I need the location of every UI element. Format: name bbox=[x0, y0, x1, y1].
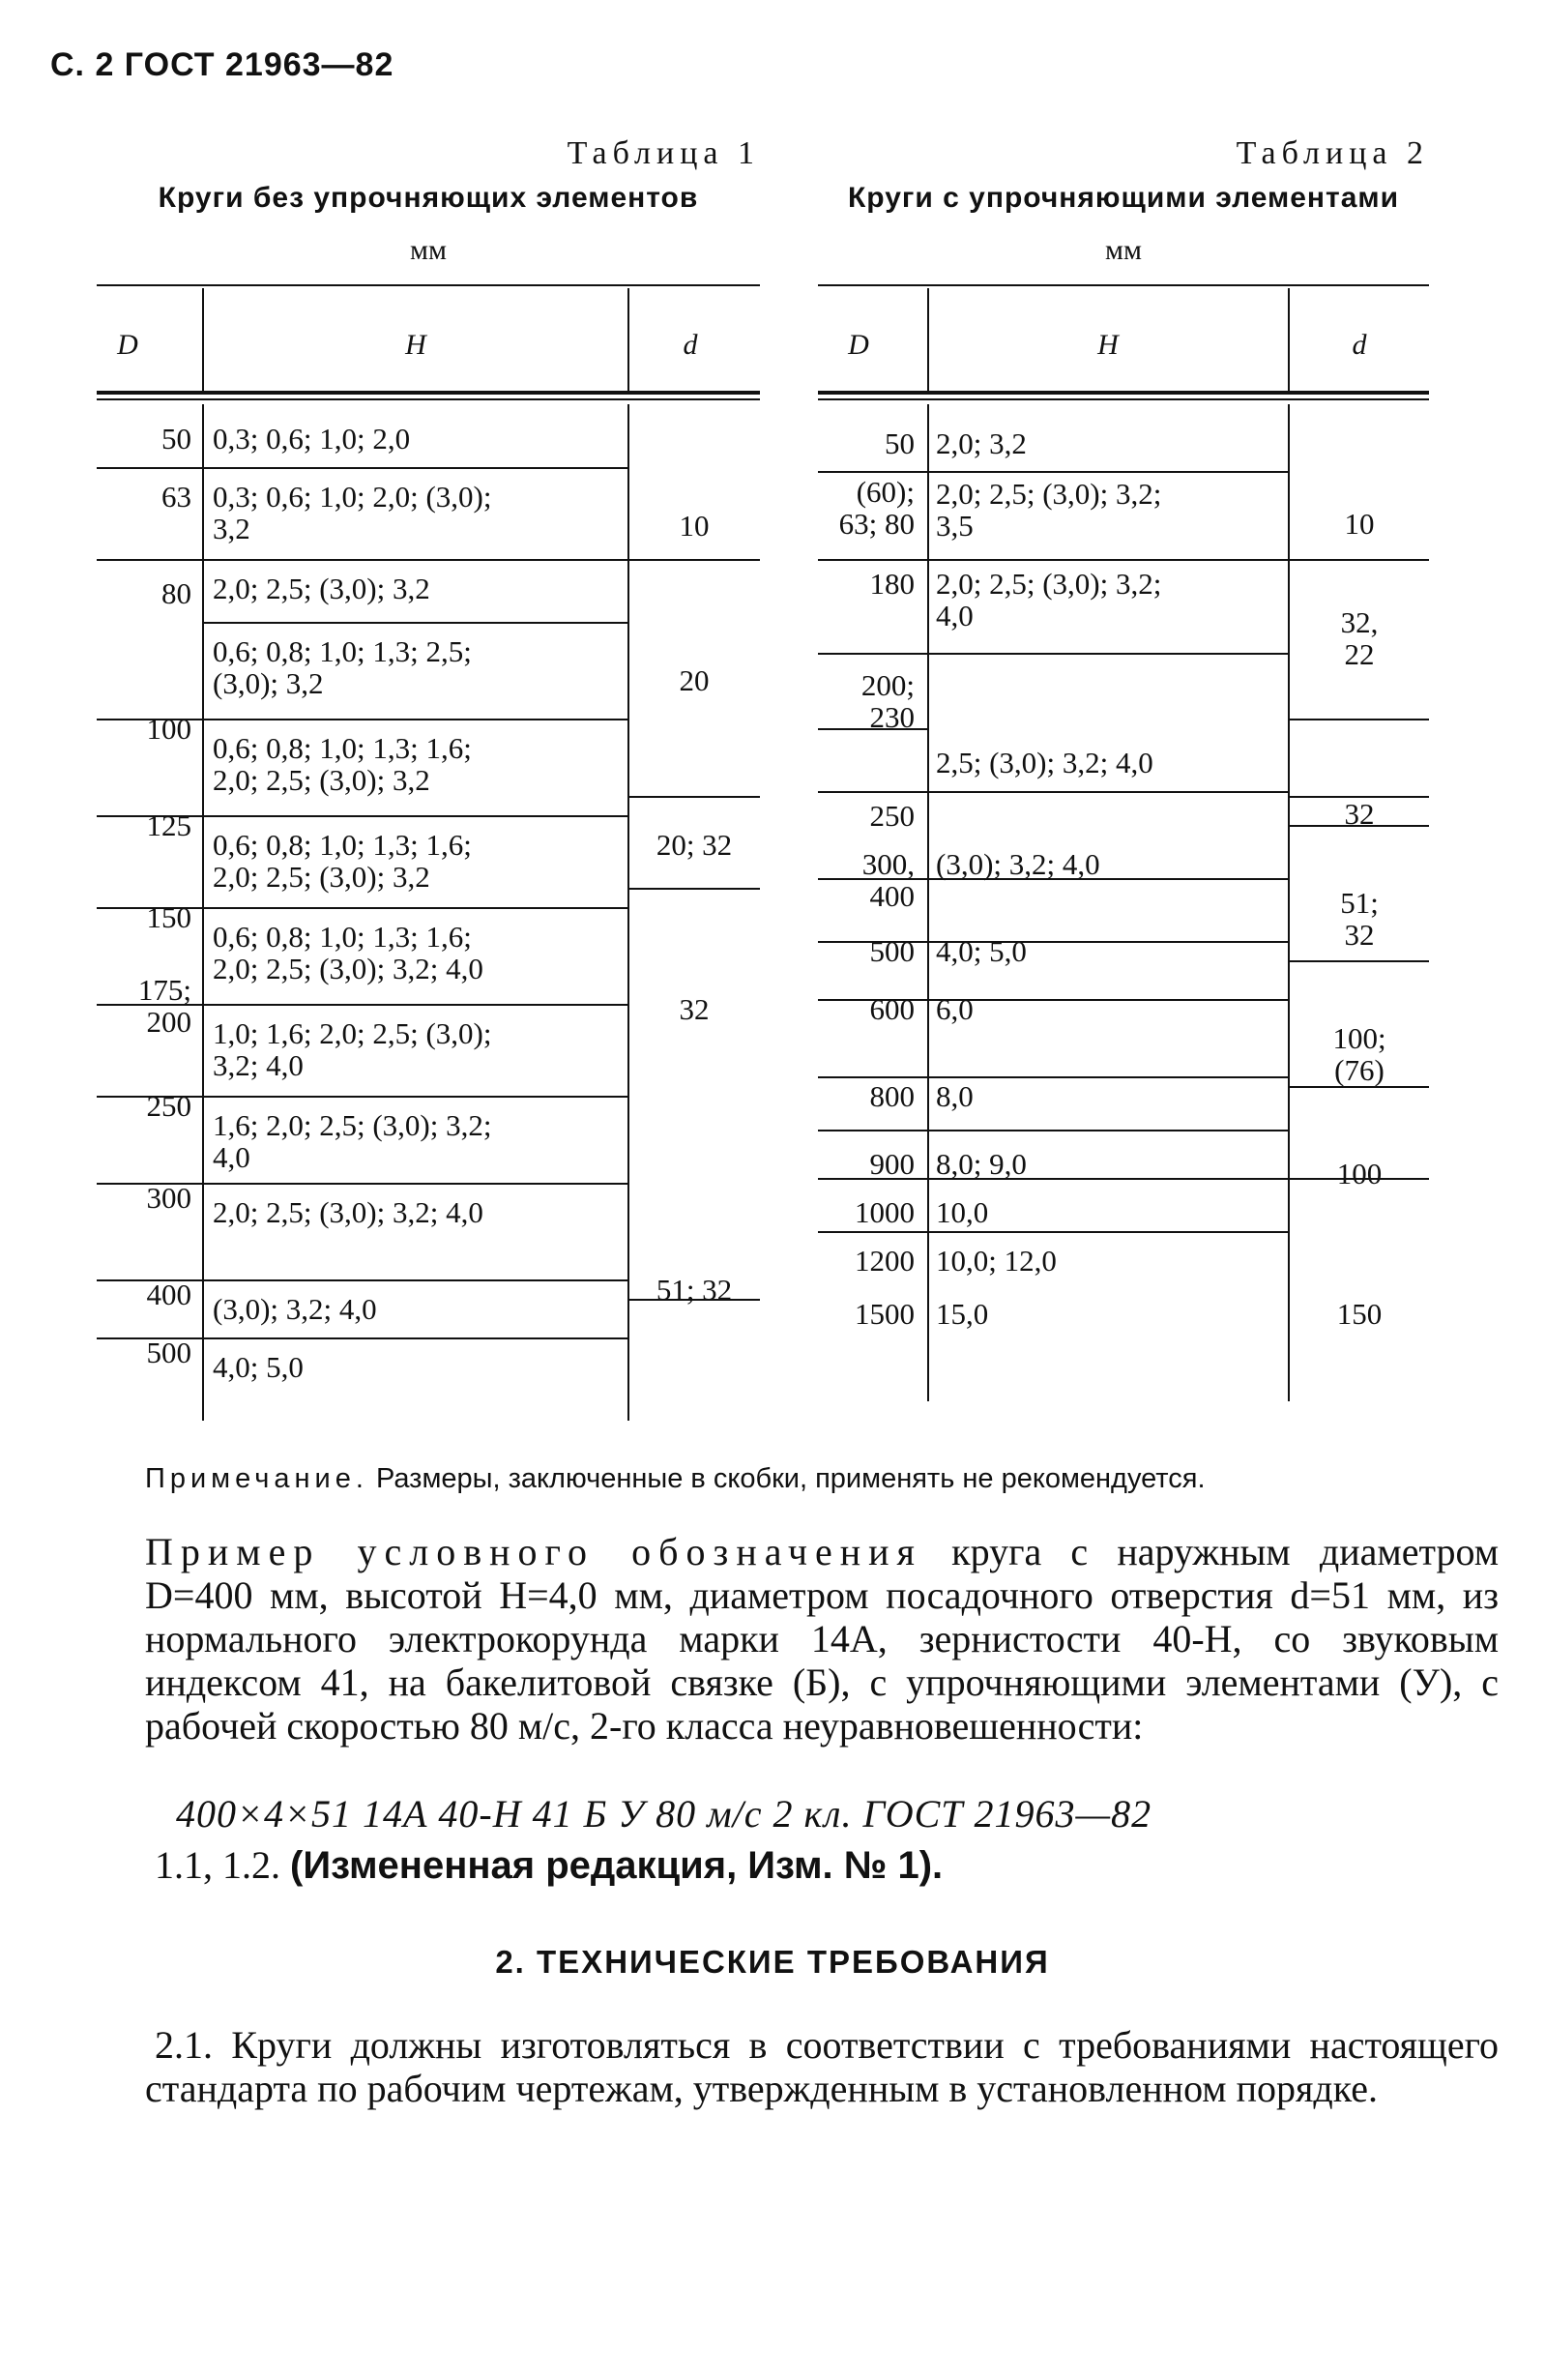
table-2-cell-H: 10,0; 12,0 bbox=[936, 1244, 1057, 1278]
table-2-cell-H: 8,0; 9,0 bbox=[936, 1147, 1027, 1181]
table-1-cell-H: 0,6; 0,8; 1,0; 1,3; 1,6; bbox=[213, 920, 472, 954]
table-2-header-H: H bbox=[1097, 329, 1119, 361]
table-2-cell-d: 51; bbox=[1340, 886, 1379, 920]
table-2-cell-D: 400 bbox=[869, 879, 915, 913]
table-2-cell-H: 2,0; 3,2 bbox=[936, 426, 1027, 460]
table-1-cell-H: 2,0; 2,5; (3,0); 3,2; 4,0 bbox=[213, 952, 483, 985]
table-1 bbox=[97, 135, 760, 1425]
table-1-cell-H: 2,0; 2,5; (3,0); 3,2 bbox=[213, 572, 430, 605]
table-1-cell-d: 32 bbox=[679, 992, 710, 1026]
table-1-cell-D: 200 bbox=[146, 1005, 191, 1039]
table-2-cell-d: 10 bbox=[1344, 507, 1375, 541]
table-2-cell-D: 50 bbox=[885, 426, 915, 460]
table-2-cell-d: (76) bbox=[1334, 1053, 1385, 1087]
table-2-cell-d: 100 bbox=[1336, 1157, 1383, 1190]
table-1-header-d: d bbox=[683, 329, 698, 361]
table-1-cell-d: 51; 32 bbox=[656, 1273, 733, 1307]
table-2-cell-H: 6,0 bbox=[936, 992, 974, 1026]
table-2-cell-D: 180 bbox=[869, 567, 915, 601]
table-2-cell-D: 900 bbox=[869, 1147, 915, 1181]
table-2-cell-D: 300, bbox=[861, 847, 915, 881]
table-2-cell-D: 600 bbox=[869, 992, 915, 1026]
table-1-cell-d: 20 bbox=[679, 663, 710, 697]
example-text: круга с наружным диаметром D=400 мм, высотой H=4,0 мм, диаметром посадочного отверстия d=51 мм, из нормального электрокорунда марки 14А, зернистости 40-Н, со звуковым индексом 41, на бакелитовой связке (Б), с упрочняющими элементами (У), с рабочей скоростью 80 м/с, 2-го класса неуравновешенности: bbox=[145, 1530, 1500, 1748]
table-2-cell-D: 800 bbox=[869, 1079, 915, 1113]
table-1-cell-H: 2,0; 2,5; (3,0); 3,2; 4,0 bbox=[213, 1195, 483, 1229]
note-text: Размеры, заключенные в скобки, применять не рекомендуется. bbox=[375, 1463, 1206, 1494]
table-2-cell-D: 230 bbox=[869, 700, 915, 734]
table-2-cell-H: 15,0 bbox=[936, 1297, 989, 1331]
table-2-cell-d: 32 bbox=[1344, 918, 1375, 952]
table-1-cell-H: 3,2; 4,0 bbox=[213, 1048, 304, 1082]
table-1-cell-H: 4,0; 5,0 bbox=[213, 1350, 304, 1384]
table-2-cell-D: 500 bbox=[869, 934, 915, 968]
table-2-cell-D: (60); bbox=[856, 475, 915, 509]
amendment-items: 1.1, 1.2. bbox=[155, 1843, 280, 1887]
table-2-cell-d: 22 bbox=[1344, 637, 1375, 671]
table-1-cell-H: 0,6; 0,8; 1,0; 1,3; 1,6; bbox=[213, 731, 472, 765]
table-1-cell-D: 100 bbox=[146, 712, 191, 746]
table-1-cell-H: 4,0 bbox=[213, 1140, 250, 1174]
table-1-cell-D: 400 bbox=[146, 1278, 191, 1311]
table-2-label: Таблица 2 bbox=[1236, 135, 1429, 171]
table-1-unit: мм bbox=[410, 234, 447, 266]
section-2-paragraph-1: 2.1. Круги должны изготовляться в соответствии с требованиями настоящего стандарта по рабочим чертежам, утвержденным в установленном порядке. bbox=[145, 2023, 1499, 2110]
designation-formula: 400×4×51 14А 40-Н 41 Б У 80 м/с 2 кл. ГОСТ 21963—82 bbox=[176, 1792, 1152, 1836]
table-2-cell-D: 200; bbox=[860, 668, 915, 702]
table-1-cell-H: 1,6; 2,0; 2,5; (3,0); 3,2; bbox=[213, 1108, 492, 1142]
table-1-cell-H: 0,3; 0,6; 1,0; 2,0; (3,0); bbox=[213, 480, 492, 514]
table-1-cell-H: 2,0; 2,5; (3,0); 3,2 bbox=[213, 763, 430, 797]
table-1-grid bbox=[97, 284, 760, 1425]
table-2-cell-D: 1000 bbox=[855, 1195, 915, 1229]
table-1-header-H: H bbox=[405, 329, 426, 361]
amendment-text: (Измененная редакция, Изм. № 1). bbox=[290, 1844, 944, 1887]
table-2-cell-D: 250 bbox=[869, 799, 915, 833]
table-2-cell-H: 2,0; 2,5; (3,0); 3,2; bbox=[936, 477, 1162, 511]
note-label: Примечание. bbox=[145, 1463, 368, 1494]
table-1-cell-H: 0,6; 0,8; 1,0; 1,3; 2,5; bbox=[213, 634, 472, 668]
table-1-cell-D: 63 bbox=[161, 480, 191, 514]
table-2 bbox=[818, 135, 1429, 1425]
table-1-header-D: D bbox=[117, 329, 138, 361]
table-1-cell-H: 3,2 bbox=[213, 512, 250, 545]
table-2-cell-D: 1500 bbox=[855, 1297, 915, 1331]
table-2-cell-D: 63; 80 bbox=[838, 507, 915, 541]
table-1-cell-D: 250 bbox=[146, 1089, 191, 1123]
table-1-cell-D: 50 bbox=[161, 422, 191, 455]
table-1-label: Таблица 1 bbox=[567, 135, 760, 171]
table-2-cell-H: 8,0 bbox=[936, 1079, 974, 1113]
table-1-cell-H: (3,0); 3,2 bbox=[213, 666, 324, 700]
table-1-cell-D: 80 bbox=[161, 576, 191, 610]
example-lead: Пример условного обозначения bbox=[145, 1530, 922, 1573]
table-1-cell-d: 20; 32 bbox=[656, 828, 733, 862]
table-2-title: Круги с упрочняющими элементами bbox=[847, 182, 1400, 214]
table-1-cell-H: 0,3; 0,6; 1,0; 2,0 bbox=[213, 422, 411, 455]
table-2-cell-H: (3,0); 3,2; 4,0 bbox=[936, 847, 1100, 881]
table-2-cell-H: 3,5 bbox=[936, 509, 974, 543]
table-1-cell-D: 150 bbox=[146, 900, 191, 934]
table-1-title: Круги без упрочняющих элементов bbox=[158, 182, 699, 214]
table-2-cell-d: 32 bbox=[1344, 797, 1375, 831]
table-2-cell-H-merged: 2,5; (3,0); 3,2; 4,0 bbox=[936, 746, 1153, 779]
table-2-cell-H: 4,0; 5,0 bbox=[936, 934, 1027, 968]
table-1-cell-d: 10 bbox=[679, 509, 710, 543]
amendment-note bbox=[155, 1842, 943, 1888]
table-1-cell-D: 500 bbox=[146, 1336, 191, 1369]
table-1-cell-D: 300 bbox=[146, 1181, 191, 1215]
table-2-cell-H: 10,0 bbox=[936, 1195, 989, 1229]
table-2-header-D: D bbox=[848, 329, 869, 361]
table-1-cell-H: 0,6; 0,8; 1,0; 1,3; 1,6; bbox=[213, 828, 472, 862]
table-1-cell-H: (3,0); 3,2; 4,0 bbox=[213, 1292, 377, 1326]
table-2-cell-d: 100; bbox=[1332, 1021, 1386, 1055]
table-1-cell-D: 175; bbox=[137, 973, 191, 1007]
table-1-cell-H: 1,0; 1,6; 2,0; 2,5; (3,0); bbox=[213, 1016, 492, 1050]
table-2-cell-H: 4,0 bbox=[936, 599, 974, 632]
table-1-cell-H: 2,0; 2,5; (3,0); 3,2 bbox=[213, 860, 430, 894]
table-2-cell-d: 32, bbox=[1340, 605, 1379, 639]
designation-example bbox=[145, 1530, 1499, 1748]
table-2-cell-D: 1200 bbox=[855, 1244, 915, 1278]
table-2-cell-H: 2,0; 2,5; (3,0); 3,2; bbox=[936, 567, 1162, 601]
table-2-unit: мм bbox=[1105, 234, 1142, 266]
table-2-header-d: d bbox=[1352, 329, 1367, 361]
table-2-grid bbox=[818, 284, 1429, 1425]
table-2-cell-d: 150 bbox=[1336, 1297, 1383, 1331]
page-header: С. 2 ГОСТ 21963—82 bbox=[50, 46, 394, 83]
section-2-title: 2. ТЕХНИЧЕСКИЕ ТРЕБОВАНИЯ bbox=[495, 1944, 1050, 1980]
table-1-cell-D: 125 bbox=[146, 808, 191, 842]
table-note bbox=[145, 1460, 1499, 1497]
